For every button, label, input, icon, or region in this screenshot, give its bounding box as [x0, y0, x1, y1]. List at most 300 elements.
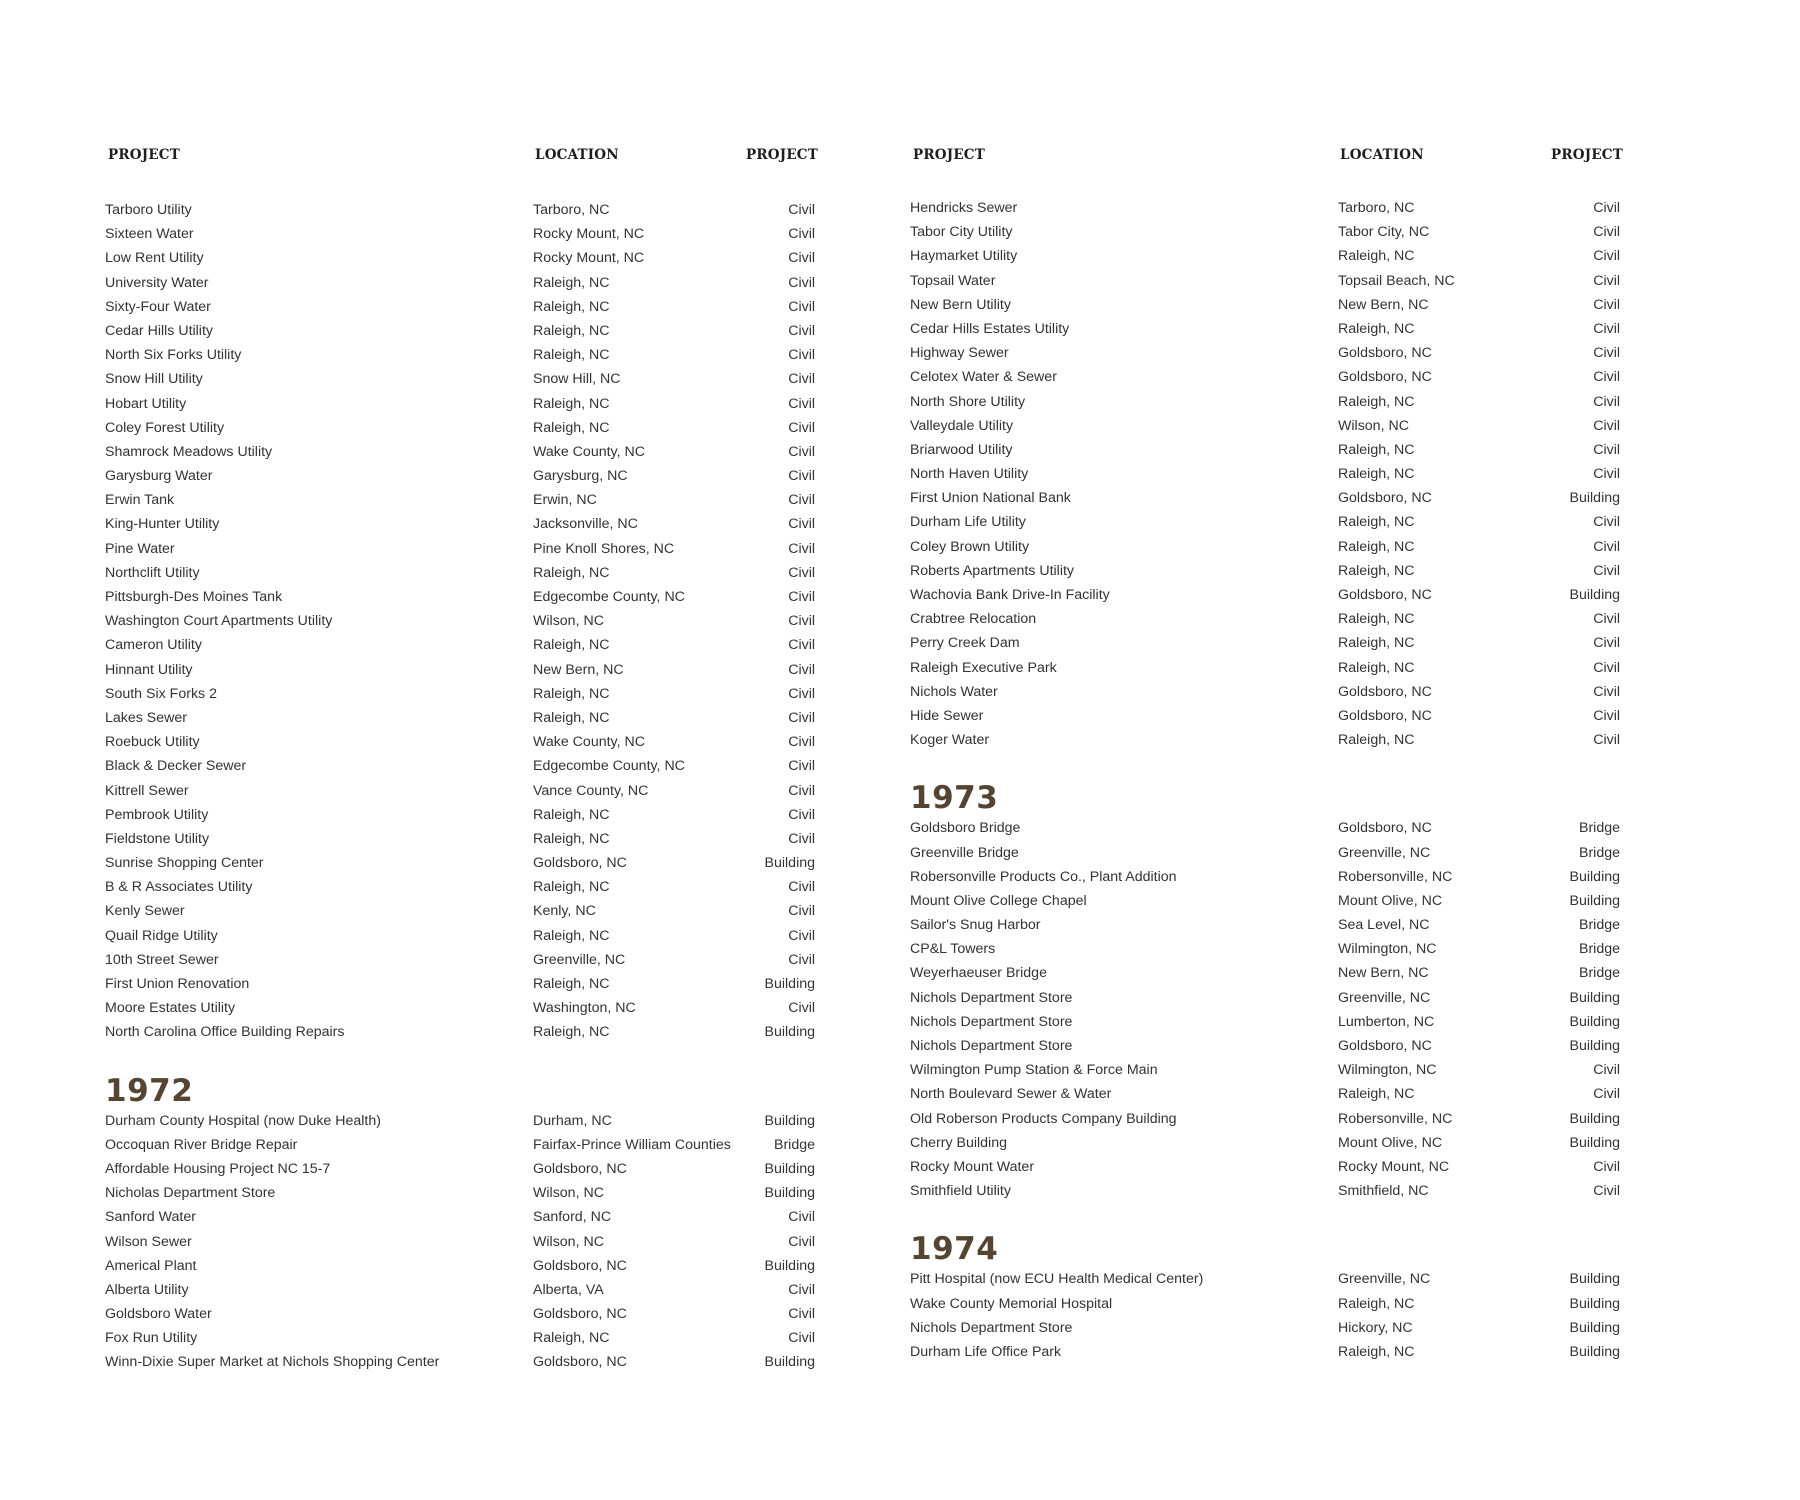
project-name: Haymarket Utility	[910, 248, 1018, 265]
project-row	[910, 510, 1620, 534]
project-type: Civil	[788, 927, 815, 944]
project-type: Civil	[1593, 707, 1620, 724]
project-row	[105, 803, 815, 827]
project-location: Sanford, NC	[533, 1209, 612, 1226]
project-type: Civil	[1593, 200, 1620, 216]
project-location: Raleigh, NC	[1338, 659, 1415, 676]
project-name: First Union Renovation	[105, 976, 250, 992]
project-name: Smithfield Utility	[910, 1183, 1011, 1200]
project-location: Raleigh, NC	[533, 685, 610, 702]
project-location: New Bern, NC	[1338, 296, 1429, 313]
project-type: Civil	[1593, 538, 1620, 555]
project-name: Durham Life Utility	[910, 514, 1026, 531]
project-type: Building	[764, 1024, 815, 1041]
year-heading-1972: 1972	[105, 1072, 194, 1109]
project-name: Robersonville Products Co., Plant Addition	[910, 868, 1177, 885]
project-name: South Six Forks 2	[105, 685, 217, 702]
project-type: Civil	[1593, 562, 1620, 579]
project-location: Rocky Mount, NC	[1338, 1158, 1450, 1175]
project-type: Civil	[788, 613, 815, 630]
project-name: 10th Street Sewer	[105, 951, 219, 968]
project-row	[910, 486, 1620, 510]
project-location: Goldsboro, NC	[533, 855, 627, 872]
left-project-list	[105, 198, 815, 1045]
project-row	[105, 1205, 815, 1229]
project-row	[105, 464, 815, 488]
project-type: Bridge	[1578, 965, 1620, 982]
project-type: Civil	[788, 1306, 815, 1323]
project-location: Mount Olive, NC	[1338, 892, 1443, 909]
project-location: Raleigh, NC	[533, 1330, 610, 1347]
project-row	[105, 1230, 815, 1254]
project-location: Tabor City, NC	[1338, 224, 1430, 241]
project-location: Pine Knoll Shores, NC	[533, 540, 675, 557]
project-location: Raleigh, NC	[533, 709, 610, 726]
project-row	[910, 1155, 1620, 1179]
project-type: Civil	[788, 443, 815, 460]
project-location: Goldsboro, NC	[1338, 820, 1432, 837]
project-row	[105, 585, 815, 609]
project-location: Raleigh, NC	[1338, 393, 1415, 410]
project-row	[105, 271, 815, 295]
project-location: New Bern, NC	[533, 661, 624, 678]
project-type: Building	[764, 855, 815, 872]
project-location: Greenville, NC	[1338, 989, 1431, 1006]
project-row	[105, 827, 815, 851]
project-row	[910, 631, 1620, 655]
project-location: Raleigh, NC	[1338, 441, 1415, 458]
project-name: Pembrook Utility	[105, 806, 209, 823]
project-type: Civil	[1593, 417, 1620, 434]
project-row	[105, 1278, 815, 1302]
project-location: Raleigh, NC	[533, 879, 610, 896]
project-list-1974	[910, 1267, 1620, 1364]
project-name: Americal Plant	[105, 1257, 197, 1274]
project-row	[105, 319, 815, 343]
project-row	[105, 343, 815, 367]
project-name: King-Hunter Utility	[105, 516, 220, 533]
project-type: Building	[1569, 1013, 1620, 1030]
project-location: Goldsboro, NC	[1338, 587, 1432, 603]
project-type: Building	[1569, 587, 1620, 603]
project-name: Wachovia Bank Drive-In Facility	[910, 587, 1110, 603]
project-location: Raleigh, NC	[533, 347, 610, 364]
project-type: Civil	[788, 419, 815, 436]
project-type: Civil	[788, 734, 815, 751]
project-location: Goldsboro, NC	[1338, 345, 1432, 362]
project-location: Greenville, NC	[533, 951, 626, 968]
project-name: Tarboro Utility	[105, 202, 192, 218]
project-location: Jacksonville, NC	[533, 516, 638, 533]
project-location: Edgecombe County, NC	[533, 589, 685, 605]
project-location: Greenville, NC	[1338, 1271, 1431, 1288]
project-type: Civil	[1593, 611, 1620, 628]
project-type: Building	[764, 1160, 815, 1177]
project-row	[910, 414, 1620, 438]
project-type: Civil	[788, 806, 815, 823]
project-row	[910, 1010, 1620, 1034]
project-row	[910, 1340, 1620, 1364]
project-type: Civil	[788, 540, 815, 557]
project-row	[910, 841, 1620, 865]
project-name: North Six Forks Utility	[105, 347, 242, 364]
project-type: Civil	[788, 395, 815, 412]
project-row	[105, 875, 815, 899]
project-row	[105, 1181, 815, 1205]
project-location: Wake County, NC	[533, 443, 645, 460]
project-location: Topsail Beach, NC	[1338, 272, 1455, 289]
project-type: Building	[764, 1257, 815, 1274]
project-type: Civil	[788, 661, 815, 678]
project-name: Durham County Hospital (now Duke Health)	[105, 1112, 381, 1129]
project-name: Low Rent Utility	[105, 250, 204, 267]
project-name: Cedar Hills Utility	[105, 322, 213, 339]
project-type: Building	[1569, 989, 1620, 1006]
project-row	[910, 535, 1620, 559]
project-type: Civil	[788, 274, 815, 291]
project-name: Winn-Dixie Super Market at Nichols Shopping Center	[105, 1354, 440, 1371]
project-location: Garysburg, NC	[533, 468, 628, 485]
right-project-column	[910, 147, 1623, 1364]
project-name: Shamrock Meadows Utility	[105, 443, 273, 460]
project-name: Washington Court Apartments Utility	[105, 613, 333, 630]
project-type: Civil	[788, 492, 815, 509]
project-row	[910, 913, 1620, 937]
project-location: Raleigh, NC	[1338, 562, 1415, 579]
project-row	[105, 754, 815, 778]
project-location: Goldsboro, NC	[1338, 369, 1432, 386]
project-row	[910, 317, 1620, 341]
project-row	[105, 1254, 815, 1278]
project-name: Wake County Memorial Hospital	[910, 1295, 1113, 1312]
project-type: Civil	[788, 830, 815, 847]
project-name: Valleydale Utility	[910, 417, 1014, 434]
project-row	[910, 196, 1620, 220]
project-type: Building	[1569, 1319, 1620, 1336]
project-name: Pine Water	[105, 540, 175, 557]
project-row	[105, 1020, 815, 1044]
project-name: Briarwood Utility	[910, 441, 1013, 458]
project-name: Durham Life Office Park	[910, 1343, 1062, 1360]
project-name: Hinnant Utility	[105, 661, 193, 678]
project-location: Wilson, NC	[533, 613, 604, 630]
project-type: Civil	[1593, 635, 1620, 652]
project-name: Hendricks Sewer	[910, 200, 1018, 216]
project-name: North Haven Utility	[910, 466, 1029, 483]
project-type: Bridge	[1578, 917, 1620, 934]
project-location: Wake County, NC	[533, 734, 645, 751]
project-name: Rocky Mount Water	[910, 1158, 1035, 1175]
header-location: LOCATION	[535, 147, 619, 163]
project-row	[910, 607, 1620, 631]
project-row	[910, 438, 1620, 462]
project-row	[105, 561, 815, 585]
project-type: Civil	[788, 371, 815, 388]
project-name: Old Roberson Products Company Building	[910, 1110, 1177, 1127]
project-type: Civil	[788, 468, 815, 485]
project-row	[105, 537, 815, 561]
project-type: Building	[1569, 1295, 1620, 1312]
project-row	[910, 728, 1620, 752]
project-type: Civil	[788, 1000, 815, 1017]
project-name: B & R Associates Utility	[105, 879, 253, 896]
section-gap	[910, 1203, 998, 1231]
project-location: Goldsboro, NC	[1338, 1038, 1432, 1054]
project-name: Black & Decker Sewer	[105, 758, 247, 775]
project-location: Rocky Mount, NC	[533, 226, 645, 243]
project-row	[105, 1350, 815, 1374]
project-type: Building	[764, 1112, 815, 1129]
project-name: Nichols Water	[910, 683, 998, 700]
project-type: Civil	[788, 1330, 815, 1347]
project-name: Tabor City Utility	[910, 224, 1013, 241]
project-row	[910, 293, 1620, 317]
project-name: Alberta Utility	[105, 1281, 189, 1298]
project-row	[105, 222, 815, 246]
project-name: Sixty-Four Water	[105, 298, 211, 315]
project-type: Civil	[1593, 320, 1620, 337]
project-type: Civil	[788, 322, 815, 339]
project-location: Raleigh, NC	[1338, 635, 1415, 652]
project-location: Raleigh, NC	[533, 1024, 610, 1041]
project-row	[910, 986, 1620, 1010]
project-row	[105, 851, 815, 875]
project-name: Cedar Hills Estates Utility	[910, 320, 1070, 337]
project-type: Building	[1569, 490, 1620, 507]
project-location: Raleigh, NC	[533, 322, 610, 339]
project-row	[910, 816, 1620, 840]
section-gap	[105, 1045, 193, 1073]
project-row	[105, 779, 815, 803]
project-row	[105, 1302, 815, 1326]
project-row	[910, 1034, 1620, 1058]
right-table-header	[910, 147, 1623, 167]
project-list-1972	[105, 1109, 815, 1375]
project-type: Building	[1569, 868, 1620, 885]
project-row	[910, 583, 1620, 607]
project-type: Civil	[788, 879, 815, 896]
project-location: Lumberton, NC	[1338, 1013, 1435, 1030]
project-type: Building	[1569, 1134, 1620, 1151]
project-type: Civil	[1593, 1183, 1620, 1200]
project-name: Fox Run Utility	[105, 1330, 198, 1347]
project-name: Fieldstone Utility	[105, 830, 210, 847]
project-row	[105, 1109, 815, 1133]
project-location: Alberta, VA	[533, 1281, 604, 1298]
project-row	[105, 658, 815, 682]
header-project-type: PROJECT	[746, 147, 818, 163]
project-location: Goldsboro, NC	[533, 1306, 627, 1323]
project-row	[910, 1179, 1620, 1203]
project-row	[910, 220, 1620, 244]
project-location: Raleigh, NC	[1338, 611, 1415, 628]
project-row	[910, 889, 1620, 913]
project-type: Civil	[1593, 248, 1620, 265]
project-type: Civil	[1593, 296, 1620, 313]
project-location: Goldsboro, NC	[533, 1354, 627, 1371]
project-location: Raleigh, NC	[1338, 320, 1415, 337]
project-name: Coley Forest Utility	[105, 419, 225, 436]
project-row	[910, 937, 1620, 961]
project-name: CP&L Towers	[910, 941, 996, 958]
project-type: Civil	[788, 782, 815, 799]
project-name: Celotex Water & Sewer	[910, 369, 1057, 386]
project-location: Wilson, NC	[533, 1185, 604, 1202]
project-location: Vance County, NC	[533, 782, 649, 799]
project-name: Sailor's Snug Harbor	[910, 917, 1041, 934]
project-name: North Boulevard Sewer & Water	[910, 1086, 1112, 1103]
project-location: Raleigh, NC	[533, 806, 610, 823]
project-row	[910, 656, 1620, 680]
project-name: Goldsboro Water	[105, 1306, 212, 1323]
project-row	[910, 462, 1620, 486]
project-name: Crabtree Relocation	[910, 611, 1037, 628]
project-name: Affordable Housing Project NC 15-7	[105, 1160, 331, 1177]
project-name: Perry Creek Dam	[910, 635, 1020, 652]
header-project: PROJECT	[108, 147, 180, 163]
project-type: Building	[1569, 1038, 1620, 1054]
project-name: Snow Hill Utility	[105, 371, 203, 388]
project-location: New Bern, NC	[1338, 965, 1429, 982]
project-location: Edgecombe County, NC	[533, 758, 685, 775]
project-row	[910, 1107, 1620, 1131]
project-name: Sixteen Water	[105, 226, 194, 243]
project-row	[105, 246, 815, 270]
project-name: Garysburg Water	[105, 468, 213, 485]
project-name: University Water	[105, 274, 209, 291]
project-type: Building	[1569, 1110, 1620, 1127]
project-type: Civil	[788, 516, 815, 533]
project-location: Raleigh, NC	[533, 298, 610, 315]
project-row	[910, 1082, 1620, 1106]
project-row	[105, 924, 815, 948]
project-type: Civil	[1593, 345, 1620, 362]
project-type: Civil	[788, 758, 815, 775]
project-row	[105, 948, 815, 972]
project-type: Civil	[1593, 514, 1620, 531]
project-type: Building	[1569, 1343, 1620, 1360]
project-location: Raleigh, NC	[533, 976, 610, 992]
project-location: Wilson, NC	[533, 1233, 604, 1250]
project-location: Goldsboro, NC	[1338, 707, 1432, 724]
project-name: Raleigh Executive Park	[910, 659, 1057, 676]
project-location: Tarboro, NC	[533, 202, 610, 218]
project-row	[910, 1058, 1620, 1082]
project-type: Civil	[788, 903, 815, 920]
project-location: Fairfax-Prince William Counties	[533, 1136, 731, 1153]
project-list-1973	[910, 816, 1620, 1203]
project-location: Raleigh, NC	[1338, 248, 1415, 265]
project-row	[910, 559, 1620, 583]
project-location: Robersonville, NC	[1338, 868, 1453, 885]
project-row	[910, 865, 1620, 889]
project-type: Civil	[1593, 659, 1620, 676]
project-location: Raleigh, NC	[533, 830, 610, 847]
project-type: Building	[764, 1354, 815, 1371]
project-location: Wilson, NC	[1338, 417, 1409, 434]
project-name: Erwin Tank	[105, 492, 175, 509]
project-row	[105, 1326, 815, 1350]
project-location: Goldsboro, NC	[1338, 490, 1432, 507]
project-row	[105, 706, 815, 730]
project-name: Greenville Bridge	[910, 844, 1019, 861]
project-type: Civil	[1593, 732, 1620, 749]
project-name: Sanford Water	[105, 1209, 196, 1226]
project-name: Weyerhaeuser Bridge	[910, 965, 1047, 982]
project-type: Bridge	[1578, 820, 1620, 837]
project-location: Washington, NC	[533, 1000, 636, 1017]
project-location: Erwin, NC	[533, 492, 597, 509]
project-type: Civil	[1593, 393, 1620, 410]
project-name: Nichols Department Store	[910, 1319, 1073, 1336]
project-type: Civil	[1593, 224, 1620, 241]
project-row	[105, 488, 815, 512]
project-type: Building	[764, 976, 815, 992]
project-type: Civil	[1593, 1086, 1620, 1103]
project-name: Nichols Department Store	[910, 1013, 1073, 1030]
project-row	[105, 682, 815, 706]
project-row	[105, 609, 815, 633]
project-type: Building	[764, 1185, 815, 1202]
project-location: Kenly, NC	[533, 903, 596, 920]
project-row	[910, 1267, 1620, 1291]
project-name: Cameron Utility	[105, 637, 202, 654]
project-name: North Shore Utility	[910, 393, 1026, 410]
project-row	[910, 961, 1620, 985]
project-row	[910, 244, 1620, 268]
project-row	[910, 704, 1620, 728]
project-name: Highway Sewer	[910, 345, 1009, 362]
project-type: Civil	[788, 1233, 815, 1250]
project-name: Sunrise Shopping Center	[105, 855, 264, 872]
project-row	[105, 996, 815, 1020]
project-type: Civil	[788, 298, 815, 315]
project-location: Rocky Mount, NC	[533, 250, 645, 267]
project-type: Bridge	[1578, 844, 1620, 861]
project-row	[105, 972, 815, 996]
project-name: Pitt Hospital (now ECU Health Medical Center)	[910, 1271, 1204, 1288]
project-row	[105, 440, 815, 464]
project-type: Civil	[788, 226, 815, 243]
project-type: Civil	[1593, 369, 1620, 386]
project-location: Raleigh, NC	[1338, 1086, 1415, 1103]
project-type: Bridge	[773, 1136, 815, 1153]
project-row	[105, 392, 815, 416]
project-type: Civil	[788, 202, 815, 218]
project-location: Raleigh, NC	[533, 927, 610, 944]
project-location: Durham, NC	[533, 1112, 612, 1129]
project-name: Kittrell Sewer	[105, 782, 189, 799]
project-row	[105, 367, 815, 391]
year-heading-1973: 1973	[910, 780, 999, 817]
project-location: Raleigh, NC	[1338, 1295, 1415, 1312]
left-project-column	[105, 147, 818, 1375]
project-row	[910, 341, 1620, 365]
header-location: LOCATION	[1340, 147, 1424, 163]
project-name: North Carolina Office Building Repairs	[105, 1024, 345, 1041]
project-location: Greenville, NC	[1338, 844, 1431, 861]
project-name: Coley Brown Utility	[910, 538, 1030, 555]
project-type: Civil	[788, 1209, 815, 1226]
project-type: Civil	[788, 347, 815, 364]
project-row	[105, 899, 815, 923]
header-project-type: PROJECT	[1551, 147, 1623, 163]
project-name: Nichols Department Store	[910, 989, 1073, 1006]
project-location: Raleigh, NC	[1338, 1343, 1415, 1360]
project-type: Civil	[788, 250, 815, 267]
project-location: Robersonville, NC	[1338, 1110, 1453, 1127]
project-name: Occoquan River Bridge Repair	[105, 1136, 298, 1153]
